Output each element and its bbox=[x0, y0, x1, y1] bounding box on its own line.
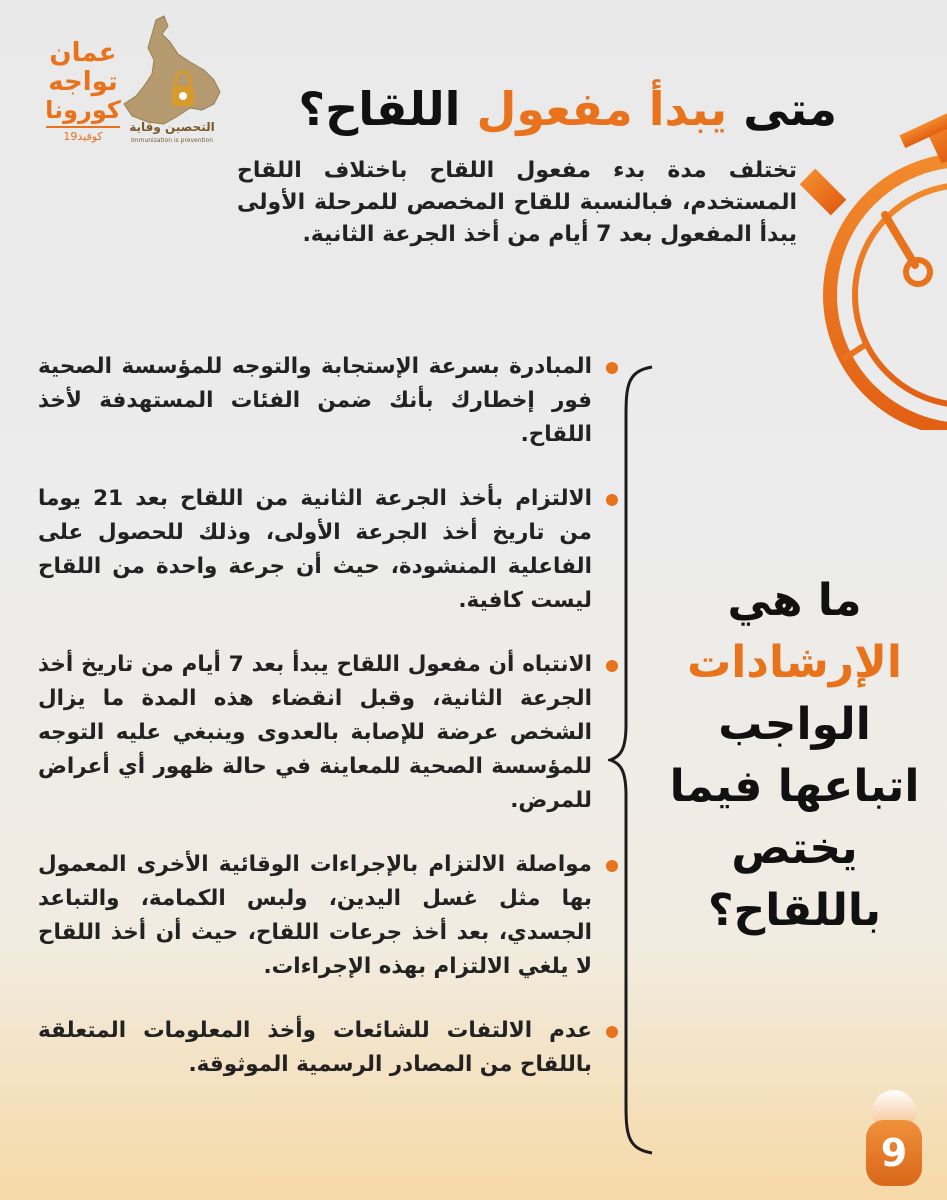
guideline-item bbox=[38, 648, 618, 818]
question-line6: باللقاح؟ bbox=[708, 885, 881, 936]
page-number-badge bbox=[864, 1090, 924, 1186]
bullet-icon bbox=[606, 1026, 618, 1038]
title-highlight: يبدأ مفعول bbox=[476, 82, 728, 136]
guideline-item bbox=[38, 350, 618, 452]
vaccine-logo-english: Immunization is prevention bbox=[130, 137, 214, 144]
bullet-icon bbox=[606, 362, 618, 374]
guideline-text: الانتباه أن مفعول اللقاح يبدأ بعد 7 أيام من تاريخ أخذ الجرعة الثانية، وقبل انقضاء هذه المدة ما يزال الشخص عرضة للإصابة بالعدوى وينبغي عليه التوجه للمؤسسة الصحية للمعاينة في حالة ظهور أي أعراض للمرض. bbox=[38, 652, 593, 813]
campaign-logo-line3: كورونا bbox=[45, 96, 121, 124]
page-title bbox=[298, 82, 837, 136]
vaccine-logo bbox=[122, 120, 222, 148]
guideline-item bbox=[38, 848, 618, 984]
title-part2: اللقاح؟ bbox=[298, 82, 461, 136]
guideline-text: المبادرة بسرعة الإستجابة والتوجه للمؤسسة الصحية فور إخطارك بأنك ضمن الفئات المستهدفة لأخذ اللقاح. bbox=[38, 354, 592, 447]
guideline-text: الالتزام بأخذ الجرعة الثانية من اللقاح بعد 21 يوما من تاريخ أخذ الجرعة الأولى، وذلك للحصول على الفاعلية المنشودة، حيث أن جرعة واحدة من اللقاح ليست كافية. bbox=[38, 486, 592, 613]
question-line4: اتباعها فيما bbox=[669, 761, 920, 812]
intro-paragraph: تختلف مدة بدء مفعول اللقاح باختلاف اللقاح المستخدم، فبالنسبة للقاح المخصص للمرحلة الأولى يبدأ المفعول بعد 7 أيام من أخذ الجرعة الثانية. bbox=[237, 158, 797, 247]
side-question-heading bbox=[662, 570, 927, 942]
bullet-icon bbox=[606, 660, 618, 672]
pill-cap bbox=[872, 1090, 916, 1124]
bullet-icon bbox=[606, 860, 618, 872]
campaign-logo-tag: كوفيد19 bbox=[46, 126, 120, 143]
question-line1: ما هي bbox=[727, 575, 862, 626]
guideline-item bbox=[38, 1014, 618, 1082]
question-line3: الواجب bbox=[718, 699, 871, 750]
vaccine-logo-arabic: التحصين وقاية bbox=[129, 120, 215, 134]
stopwatch-icon bbox=[790, 100, 947, 430]
guideline-text: عدم الالتفات للشائعات وأخذ المعلومات المتعلقة باللقاح من المصادر الرسمية الموثوقة. bbox=[38, 1018, 592, 1077]
guideline-text: مواصلة الالتزام بالإجراءات الوقائية الأخرى المعمول بها مثل غسل اليدين، ولبس الكمامة، والتباعد الجسدي، بعد أخذ جرعات اللقاح، حيث أن أخذ اللقاح لا يلغي الالتزام بهذه الإجراءات. bbox=[38, 852, 592, 979]
title-part1: متى bbox=[743, 82, 837, 136]
campaign-logo-line1: عمان bbox=[49, 38, 117, 68]
guideline-item bbox=[38, 482, 618, 618]
page-number: 9 bbox=[866, 1120, 922, 1186]
question-line5: يختص bbox=[731, 823, 858, 874]
question-highlight: الإرشادات bbox=[687, 637, 902, 688]
bullet-icon bbox=[606, 494, 618, 506]
campaign-logo-line2: تواجه bbox=[48, 67, 118, 97]
guidelines-list bbox=[38, 350, 618, 1112]
